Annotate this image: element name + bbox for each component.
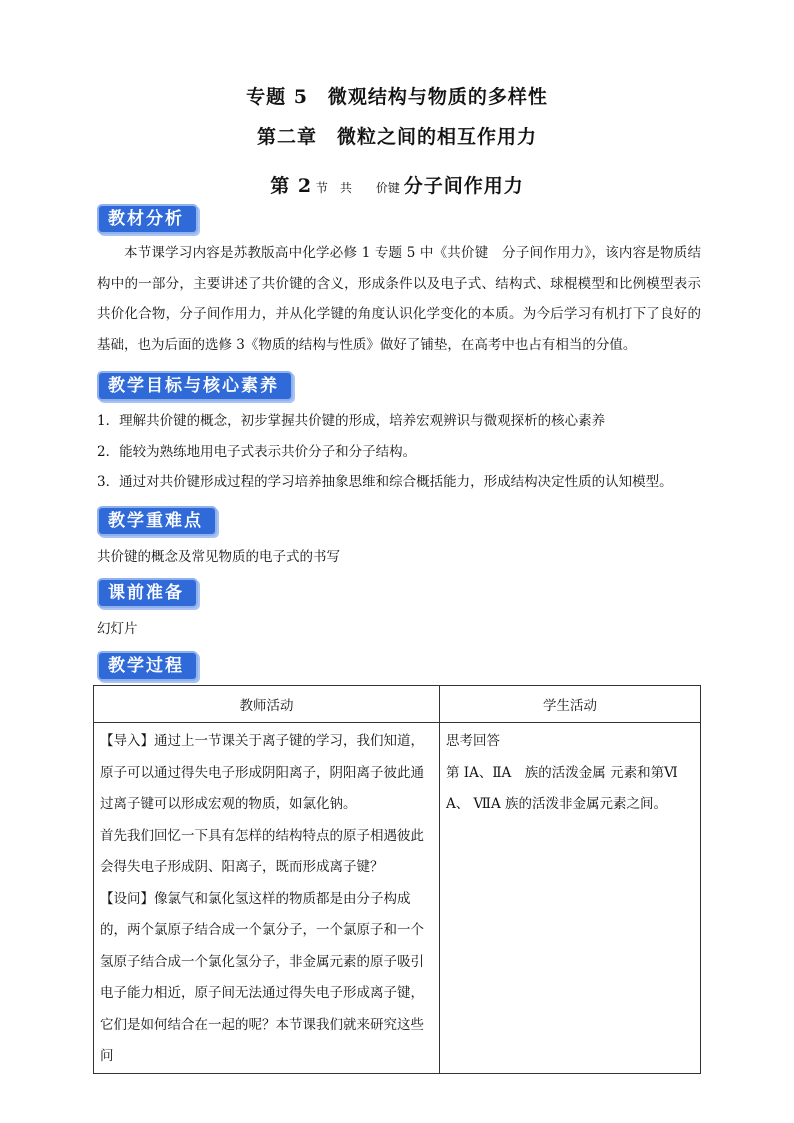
analysis-badge: 教材分析: [97, 204, 198, 234]
objectives-badge: 教学目标与核心素养: [97, 371, 293, 401]
teacher-paragraph: 【设问】像氯气和氯化氢这样的物质都是由分子构成的，两个氯原子结合成一个氯分子，一个氯原子和一个氢原子结合成一个氯化氢分子，非金属元素的原子吸引电子能力相近，原子间无法通过得失电子形成离子键，它们是如何结合在一起的呢？本节课我们就来研究这些问: [100, 890, 424, 1064]
section-prefix: 第 2: [270, 175, 313, 197]
analysis-text: 本节课学习内容是苏教版高中化学必修 1 专题 5 中《共价键 分子间作用力》，该内容是物质结构中的一部分，主要讲述了共价键的含义，形成条件以及电子式、结构式、球棍模型和比例模型表示共价化合物，分子间作用力，并从化学键的角度认识化学变化的本质。为今后学习有机打下了良好的基础，也为后面的选修 3《物质的结构与性质》做好了铺垫，在高考中也占有相当的分值。: [97, 245, 701, 353]
process-badge: 教学过程: [97, 651, 198, 681]
topic-title: 专题 5 微观结构与物质的多样性: [246, 86, 548, 108]
student-paragraph: 第 ⅠA、ⅡA 族的活泼金属 元素和第Ⅵ A、 ⅦA 族的活泼非金属元素之间。: [446, 764, 678, 812]
process-table: [93, 685, 701, 1074]
objective-item: 2．能较为熟练地用电子式表示共价分子和分子结构。: [97, 443, 417, 460]
student-paragraph: 思考回答: [446, 733, 500, 749]
chapter-title: 第二章 微粒之间的相互作用力: [256, 126, 537, 148]
teacher-activity-cell: [94, 723, 440, 1074]
teacher-paragraph: 【导入】通过上一节课关于离子键的学习，我们知道，原子可以通过得失电子形成阴阳离子，阴阳离子彼此通过离子键可以形成宏观的物质，如氯化钠。: [100, 733, 424, 812]
section-main-title: 分子间作用力: [403, 175, 524, 197]
preparation-badge: 课前准备: [97, 578, 198, 608]
student-column-header: 学生活动: [440, 686, 701, 723]
key-points-badge: 教学重难点: [97, 506, 217, 536]
student-activity-cell: [440, 723, 701, 1074]
objectives-list: [97, 406, 701, 498]
objective-item: 3．通过对共价键形成过程的学习培养抽象思维和综合概括能力，形成结构决定性质的认知模型。: [97, 474, 673, 490]
teacher-paragraph: 首先我们回忆一下具有怎样的结构特点的原子相遇彼此会得失电子形成阴、阳离子，既而形成离子键？: [100, 827, 424, 875]
teacher-column-header: 教师活动: [94, 686, 440, 723]
section-subtitle-small: 节 共 价键: [312, 181, 404, 195]
objective-item: 1．理解共价键的概念，初步掌握共价键的形成，培养宏观辨识与微观探析的核心素养: [97, 413, 606, 429]
preparation-text: 幻灯片: [97, 621, 138, 637]
key-points-text: 共价键的概念及常见物质的电子式的书写: [97, 549, 340, 565]
section-title: [0, 171, 794, 198]
